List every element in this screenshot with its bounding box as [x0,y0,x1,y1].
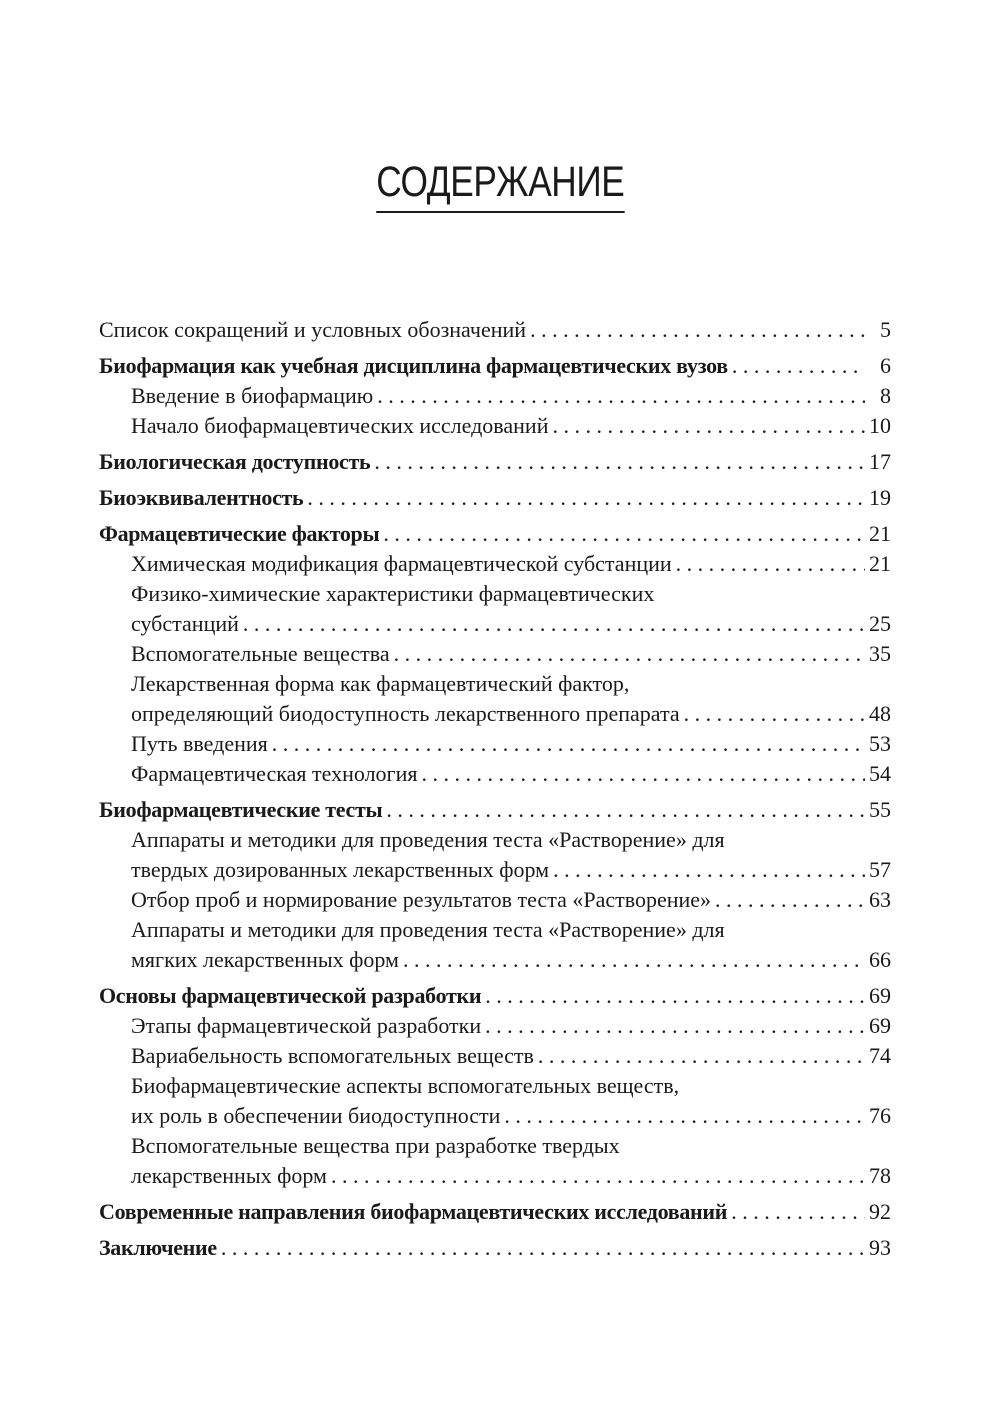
toc-entry [99,447,891,477]
toc-entry [99,759,891,789]
toc-entry-line: Аппараты и методики для проведения теста «Растворение» для [131,827,725,852]
toc-dot-leader [331,1161,865,1191]
toc-entry [99,1233,891,1263]
toc-dot-leader [394,639,865,669]
toc-entry-title: Вспомогательные вещества [131,641,390,666]
toc-entry-line: Биофармацевтические аспекты вспомогательных веществ, [131,1073,680,1098]
toc-entry [99,795,891,825]
toc-page-number: 74 [869,1043,891,1068]
toc-entry-line: Вспомогательные вещества при разработке твердых [131,1133,620,1158]
toc-entry-row [99,1161,891,1191]
toc-entry-title: Список сокращений и условных обозначений [99,317,527,342]
toc-entry-title: Введение в биофармацию [131,383,374,408]
toc-entry [99,549,891,579]
toc-page-number: 93 [869,1235,891,1260]
toc-entry-line: Аппараты и методики для проведения теста «Растворение» для [131,917,725,942]
toc-entry-title: Вариабельность вспомогательных веществ [131,1043,534,1068]
toc-dot-leader [485,1011,865,1041]
toc-entry-row [99,885,891,915]
toc-entry [99,981,891,1011]
toc-entry-row [99,1011,891,1041]
toc-page-number: 69 [869,983,891,1008]
toc-entry-title: лекарственных форм [131,1163,327,1188]
toc-page-number: 35 [869,641,891,666]
toc-dot-leader [715,885,865,915]
toc-dot-leader [731,1197,865,1227]
toc-dot-leader [383,519,865,549]
toc-entry-row [99,381,891,411]
toc-entry-row [99,1197,891,1227]
toc-entry [99,885,891,915]
toc-page-number: 48 [869,701,891,726]
toc-entry-row [99,855,891,885]
toc-entry-title: Биофармация как учебная дисциплина фармацевтических вузов [99,353,728,378]
toc-page-number: 69 [869,1013,891,1038]
toc-entry-line: Лекарственная форма как фармацевтический фактор, [131,671,630,696]
toc-entry [99,519,891,549]
toc-page-number: 8 [880,383,891,408]
toc-entry-title: Современные направления биофармацевтических исследований [99,1199,728,1224]
toc-entry-row [99,519,891,549]
page-title: СОДЕРЖАНИЕ [376,160,624,213]
toc-entry-title: субстанций [131,611,239,636]
toc-entry-row [99,447,891,477]
toc-page-number: 25 [869,611,891,636]
table-of-contents [99,315,891,1263]
toc-entry [99,1131,891,1191]
toc-entry-title: Этапы фармацевтической разработки [131,1013,482,1038]
toc-dot-leader [272,729,865,759]
toc-dot-leader [377,381,865,411]
toc-entry [99,1011,891,1041]
toc-entry-row [99,639,891,669]
toc-entry [99,1071,891,1131]
toc-dot-leader [684,699,865,729]
toc-entry-title: мягких лекарственных форм [131,947,399,972]
toc-entry-title: Отбор проб и нормирование результатов теста «Растворение» [131,887,712,912]
toc-dot-leader [732,351,865,381]
toc-page-number: 55 [869,797,891,822]
toc-entry-title: Начало биофармацевтических исследований [131,413,549,438]
toc-dot-leader [538,1041,865,1071]
toc-entry-row [99,609,891,639]
toc-entry [99,483,891,513]
toc-dot-leader [552,411,865,441]
toc-entry-line: Физико-химические характеристики фармацевтических [131,581,655,606]
toc-entry [99,315,891,345]
toc-dot-leader [403,945,865,975]
toc-entry-row [99,759,891,789]
toc-dot-leader [221,1233,865,1263]
toc-dot-leader [553,855,865,885]
toc-page-number: 21 [869,551,891,576]
toc-page-number: 21 [869,521,891,546]
toc-dot-leader [243,609,865,639]
toc-entry-row [99,351,891,381]
toc-entry-title: Биологическая доступность [99,449,371,474]
toc-page-number: 5 [880,317,891,342]
toc-entry-row [99,945,891,975]
toc-page-number: 57 [869,857,891,882]
toc-entry-row [99,699,891,729]
toc-entry-row [99,981,891,1011]
title-container [0,160,1000,213]
toc-page-number: 66 [869,947,891,972]
toc-entry-row [99,549,891,579]
toc-dot-leader [504,1101,865,1131]
toc-entry-title: Фармацевтические факторы [99,521,380,546]
toc-entry-row [99,729,891,759]
toc-entry-title: их роль в обеспечении биодоступности [131,1103,501,1128]
toc-page-number: 6 [880,353,891,378]
toc-entry-row [99,795,891,825]
toc-page-number: 19 [869,485,891,510]
toc-entry [99,579,891,639]
toc-entry-row [99,1041,891,1071]
toc-page-number: 76 [869,1103,891,1128]
toc-entry [99,825,891,885]
toc-entry-title: Основы фармацевтической разработки [99,983,482,1008]
toc-entry [99,351,891,381]
toc-page-number: 53 [869,731,891,756]
toc-entry-title: Фармацевтическая технология [131,761,418,786]
toc-entry [99,669,891,729]
toc-entry-title: Биоэквивалентность [99,485,304,510]
toc-entry-title: Биофармацевтические тесты [99,797,383,822]
toc-page-number: 17 [869,449,891,474]
toc-page-number: 78 [869,1163,891,1188]
toc-page-number: 10 [869,413,891,438]
toc-entry [99,381,891,411]
toc-entry [99,639,891,669]
toc-dot-leader [676,549,865,579]
toc-entry-row [99,315,891,345]
toc-entry [99,411,891,441]
toc-entry-row [99,1233,891,1263]
toc-entry [99,1041,891,1071]
toc-entry-title: Заключение [99,1235,217,1260]
toc-entry-row [99,483,891,513]
toc-dot-leader [530,315,865,345]
toc-entry-row [99,411,891,441]
toc-entry-title: Путь введения [131,731,268,756]
toc-dot-leader [485,981,865,1011]
toc-page-number: 54 [869,761,891,786]
toc-dot-leader [307,483,865,513]
toc-entry-title: твердых дозированных лекарственных форм [131,857,550,882]
toc-dot-leader [386,795,865,825]
toc-dot-leader [421,759,865,789]
toc-entry [99,915,891,975]
toc-entry [99,1197,891,1227]
toc-dot-leader [374,447,865,477]
toc-page-number: 92 [869,1199,891,1224]
toc-page-number: 63 [869,887,891,912]
toc-entry-title: Химическая модификация фармацевтической субстанции [131,551,672,576]
toc-entry-row [99,1101,891,1131]
toc-entry-title: определяющий биодоступность лекарственного препарата [131,701,680,726]
toc-entry [99,729,891,759]
